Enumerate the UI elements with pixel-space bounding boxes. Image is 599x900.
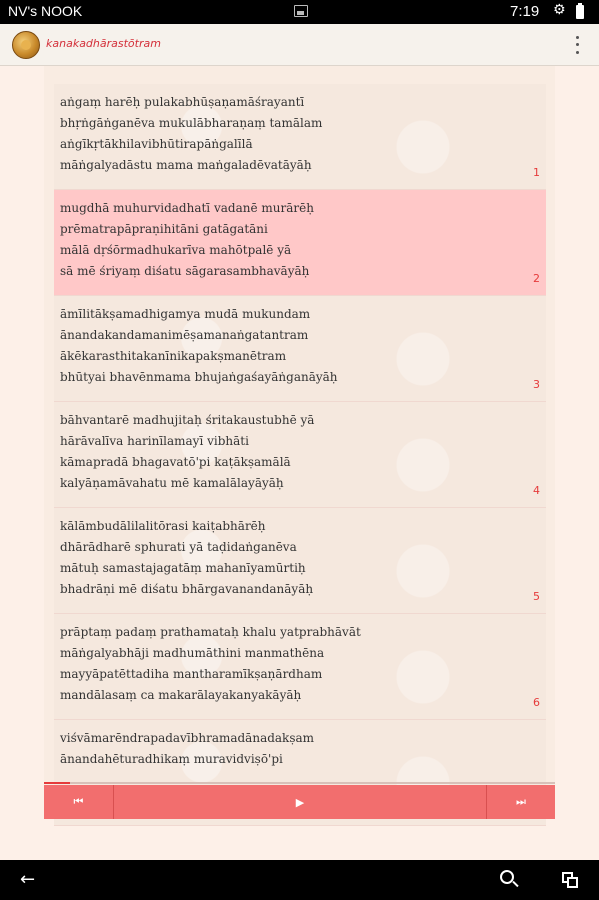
verse-item[interactable] [54,296,546,402]
verse-line: sā mē śriyaṃ diśatu sāgarasambhavāyāḥ [60,264,310,278]
overflow-menu-icon[interactable] [570,34,584,56]
verse-item[interactable] [54,614,546,720]
verse-line: kālāmbudālilalitōrasi kaiṭabhārēḥ [60,519,266,533]
player-controls [44,785,555,819]
verse-line: māṅgalyadāstu mama maṅgaladēvatāyāḥ [60,158,312,172]
verse-line: mandālasaṃ ca makarālayakanyakāyāḥ [60,688,302,702]
verse-line: hārāvalīva harinīlamayī vibhāti [60,434,249,448]
verse-line: mugdhā muhurvidadhatī vadanē murārēḥ [60,201,314,215]
verse-line: dhārādharē sphurati yā taḍidaṅganēva [60,540,297,554]
verse-item[interactable] [54,402,546,508]
verse-line: prēmatrapāpraṇihitāni gatāgatāni [60,222,268,236]
verse-line: kalyāṇamāvahatu mē kamalālayāyāḥ [60,476,284,490]
skip-previous-button[interactable] [44,785,114,819]
device-name: NV's NOOK [8,3,83,19]
app-title: kanakadhārastōtram [46,37,161,50]
verse-line: viśvāmarēndrapadavībhramadānadakṣam [60,731,315,745]
verse-line: ānandakandamanimēṣamanaṅgatantram [60,328,309,342]
verse-line: prāptaṃ padaṃ prathamataḥ khalu yatprabhāvāt [60,625,361,639]
playback-progress-fill [44,782,70,784]
skip-previous-icon: ⏮ [73,795,84,808]
verse-line: aṅgīkṛtākhilavibhūtirapāṅgalīlā [60,137,253,151]
verse-number: 5 [533,590,540,603]
verse-line: ānandahēturadhikaṃ muravidviṣō'pi [60,752,283,766]
verse-line: bhṛṅgāṅganēva mukulābharaṇaṃ tamālam [60,116,323,130]
verse-number: 6 [533,696,540,709]
verse-line: kāmapradā bhagavatō'pi kaṭākṣamālā [60,455,291,469]
playback-progress-track[interactable] [44,782,555,784]
verse-line: bhūtyai bhavēnmama bhujaṅgaśayāṅganāyāḥ [60,370,338,384]
system-nav-bar [0,860,599,900]
verse-line: mālā dṛśōrmadhukarīva mahōtpalē yā [60,243,292,257]
verse-item[interactable] [54,508,546,614]
verse-item[interactable] [54,190,546,296]
back-arrow-icon[interactable]: ← [20,869,36,890]
verse-line: māṅgalyabhāji madhumāthini manmathēna [60,646,325,660]
verse-line: mātuḥ samastajagatāṃ mahanīyamūrtiḥ [60,561,306,575]
content-area [44,66,555,818]
verse-line: bhadrāṇi mē diśatu bhārgavanandanāyāḥ [60,582,314,596]
verse-line: aṅgaṃ harēḥ pulakabhūṣaṇamāśrayantī [60,95,305,109]
status-bar [0,0,599,24]
skip-next-button[interactable] [486,785,555,819]
verse-item[interactable] [54,84,546,190]
recent-apps-icon[interactable] [562,872,578,888]
gear-icon[interactable]: ⚙ [553,2,566,18]
app-logo-icon[interactable] [12,31,40,59]
verse-line: bāhvantarē madhujitaḥ śritakaustubhē yā [60,413,315,427]
verse-list[interactable] [54,84,546,839]
verse-line: mayyāpatēttadiha mantharamīkṣaṇārdham [60,667,323,681]
image-notification-icon [294,5,308,17]
app-bar [0,24,599,66]
verse-number: 2 [533,272,540,285]
verse-number: 1 [533,166,540,179]
play-icon: ▶ [295,795,305,809]
clock: 7:19 [510,3,540,20]
verse-number: 3 [533,378,540,391]
verse-line: ākēkarasthitakanīnikapakṣmanētram [60,349,287,363]
search-icon[interactable] [500,870,514,884]
verse-number: 4 [533,484,540,497]
skip-next-icon: ⏭ [516,795,526,808]
verse-line: āmīlitākṣamadhigamya mudā mukundam [60,307,311,321]
play-button[interactable] [114,785,486,819]
battery-icon [576,5,584,19]
